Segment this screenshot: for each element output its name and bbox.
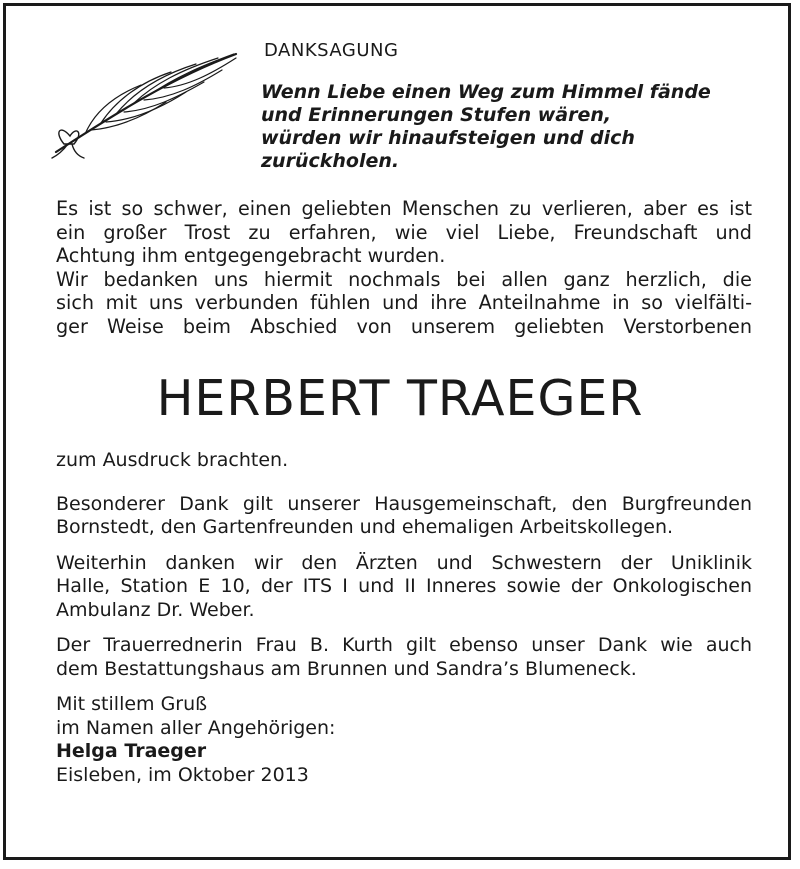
- thanks-paragraph-1: [56, 493, 752, 540]
- feather-icon: [46, 40, 246, 160]
- thanks-line: Besonderer Dank gilt unserer Hausgemeinschaft, den Burgfreunden: [56, 492, 752, 515]
- intro-line: Wir bedanken uns hiermit nochmals bei allen ganz herzlich, die: [56, 267, 752, 291]
- poem-line: und Erinnerungen Stufen wären,: [261, 104, 612, 126]
- intro-line: Es ist so schwer, einen geliebten Menschen zu verlieren, aber es ist: [56, 197, 752, 220]
- poem-line: zurückholen.: [261, 150, 400, 172]
- intro-paragraph: [56, 197, 752, 338]
- thanks-line: Bornstedt, den Gartenfreunden und ehemaligen Arbeitskollegen.: [56, 516, 674, 538]
- intro-line: ger Weise beim Abschied von unserem geliebten Verstorbenen: [56, 314, 752, 338]
- poem-line: Wenn Liebe einen Weg zum Himmel fände: [261, 81, 711, 103]
- thanks-line: Weiterhin danken wir den Ärzten und Schwestern der Uniklinik: [56, 551, 752, 574]
- thanks-paragraph-3: [56, 634, 752, 681]
- place-date: Eisleben, im Oktober 2013: [56, 763, 309, 786]
- notice-frame: [3, 3, 791, 860]
- thanks-paragraph-2: [56, 552, 752, 623]
- thanks-line: dem Bestattungshaus am Brunnen und Sandra’s Blumeneck.: [56, 657, 637, 680]
- notice-heading: DANKSAGUNG: [264, 40, 399, 61]
- poem-line: würden wir hinaufsteigen und dich: [261, 127, 635, 149]
- poem: [261, 81, 781, 173]
- signer-name: Helga Traeger: [56, 740, 207, 762]
- expression-text: zum Ausdruck brachten.: [56, 449, 289, 471]
- intro-line: ein großer Trost zu erfahren, wie viel Liebe, Freundschaft und: [56, 220, 752, 244]
- closing-block: [56, 693, 752, 787]
- thanks-line: Der Trauerrednerin Frau B. Kurth gilt ebenso unser Dank wie auch: [56, 634, 752, 656]
- thanks-line: Halle, Station E 10, der ITS I und II Inneres sowie der Onkologischen: [56, 575, 752, 597]
- deceased-name: HERBERT TRAEGER: [156, 370, 644, 427]
- closing-on-behalf: im Namen aller Angehörigen:: [56, 716, 336, 739]
- thanks-line: Ambulanz Dr. Weber.: [56, 598, 255, 621]
- closing-greeting: Mit stillem Gruß: [56, 693, 208, 715]
- intro-line: sich mit uns verbunden fühlen und ihre Anteilnahme in so vielfälti-: [56, 291, 752, 314]
- notice-body: [56, 449, 752, 787]
- intro-line: Achtung ihm entgegengebracht wurden.: [56, 244, 446, 267]
